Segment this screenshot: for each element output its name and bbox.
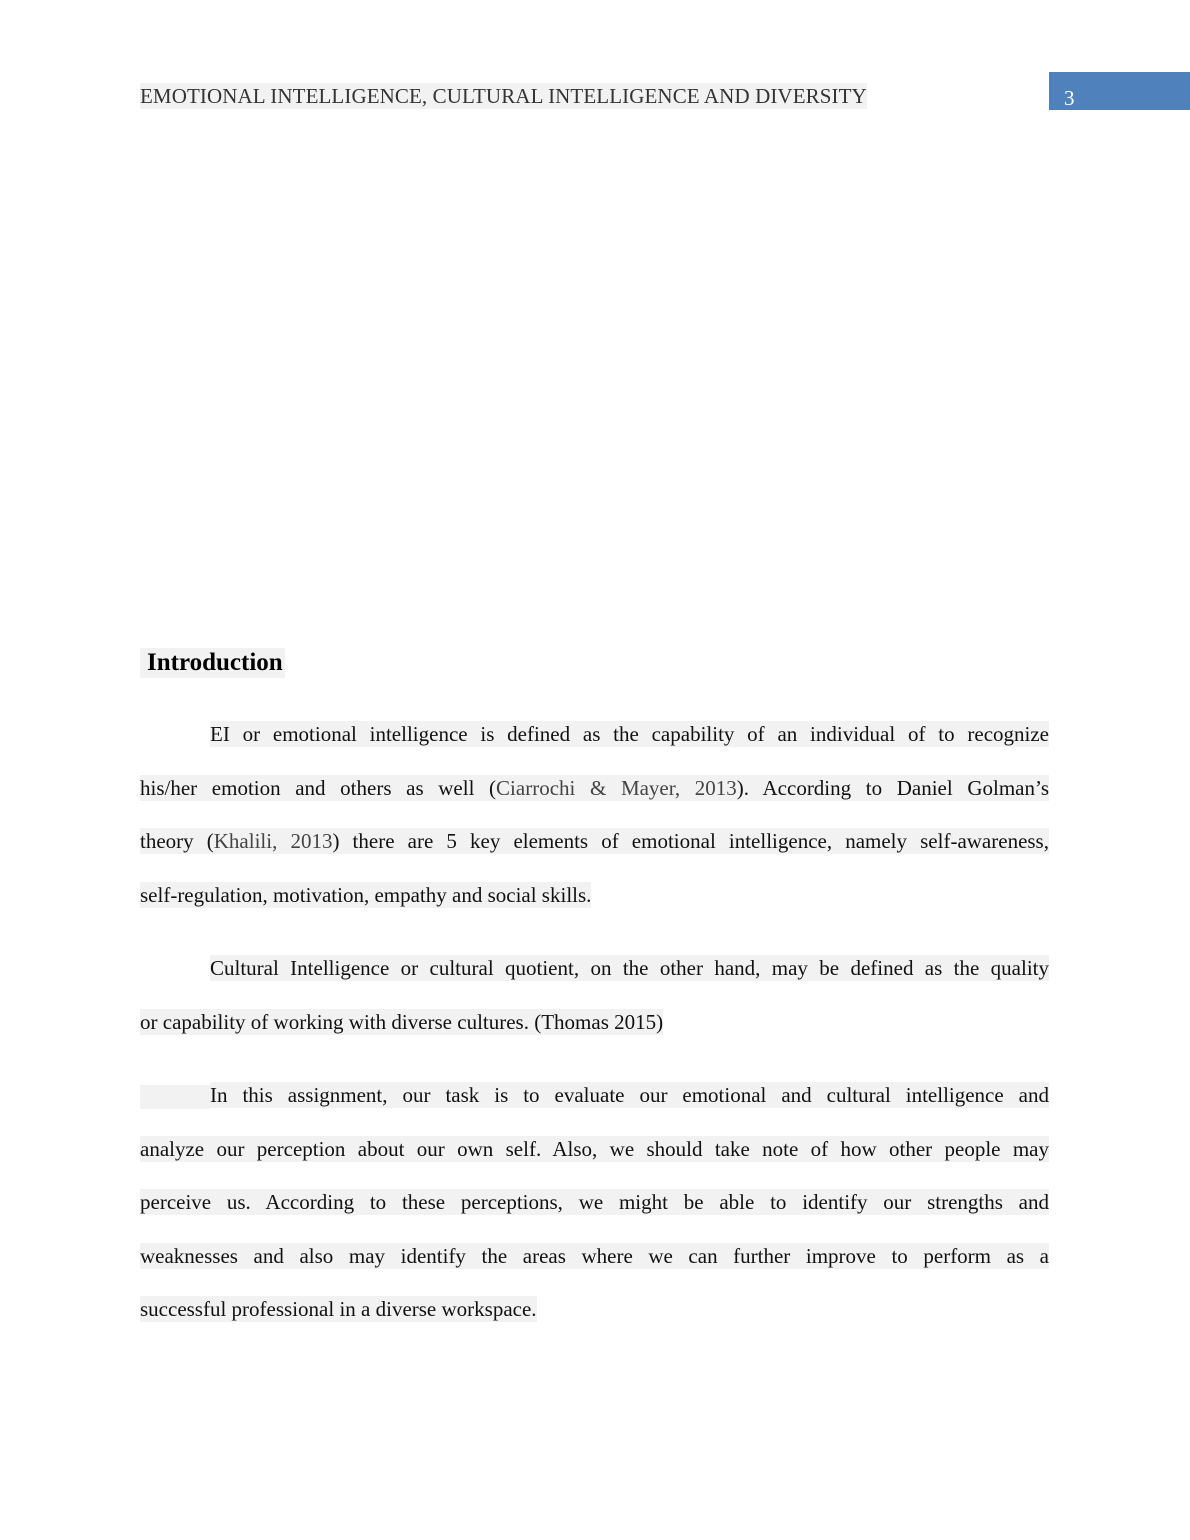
paragraph-1 [140,708,1049,922]
paragraph-1-line-1: EI or emotional intelligence is defined as the capability of an individual of to recognize [210,722,1049,746]
citation-ciarrochi: Ciarrochi & Mayer, 2013 [496,775,737,800]
paragraph-3-line-4: weaknesses and also may identify the areas where we can further improve to perform as a [140,1243,1049,1268]
paragraph-1-line-4: self-regulation, motivation, empathy and social skills. [140,882,592,907]
paragraph-2 [140,942,1049,1049]
paragraph-3-line-3: perceive us. According to these perceptions, we might be able to identify our strengths and [140,1190,1049,1215]
paragraph-2-line-2: or capability of working with diverse cultures. (Thomas 2015) [140,1009,664,1034]
paragraph-3 [140,1069,1049,1337]
paragraph-2-line-1: Cultural Intelligence or cultural quotient, on the other hand, may be defined as the quality [210,956,1049,980]
paragraph-1-line-3: theory (Khalili, 2013) there are 5 key elements of emotional intelligence, namely self-awareness, [140,829,1049,854]
paragraph-3-line-2: analyze our perception about our own self. Also, we should take note of how other people may [140,1136,1049,1161]
running-head-title: EMOTIONAL INTELLIGENCE, CULTURAL INTELLIGENCE AND DIVERSITY [140,84,867,108]
section-heading-introduction: Introduction [140,648,285,678]
page-number-box [1049,72,1190,110]
citation-khalili: Khalili, 2013 [213,829,333,854]
indent-shade [140,1085,210,1109]
page-number: 3 [1064,86,1075,110]
paragraph-3-line-5: successful professional in a diverse workspace. [140,1297,537,1322]
paragraph-1-line-2: his/her emotion and others as well (Ciarrochi & Mayer, 2013). According to Daniel Golman’s [140,775,1049,800]
paragraph-3-line-1: In this assignment, our task is to evaluate our emotional and cultural intelligence and [140,1069,1049,1123]
